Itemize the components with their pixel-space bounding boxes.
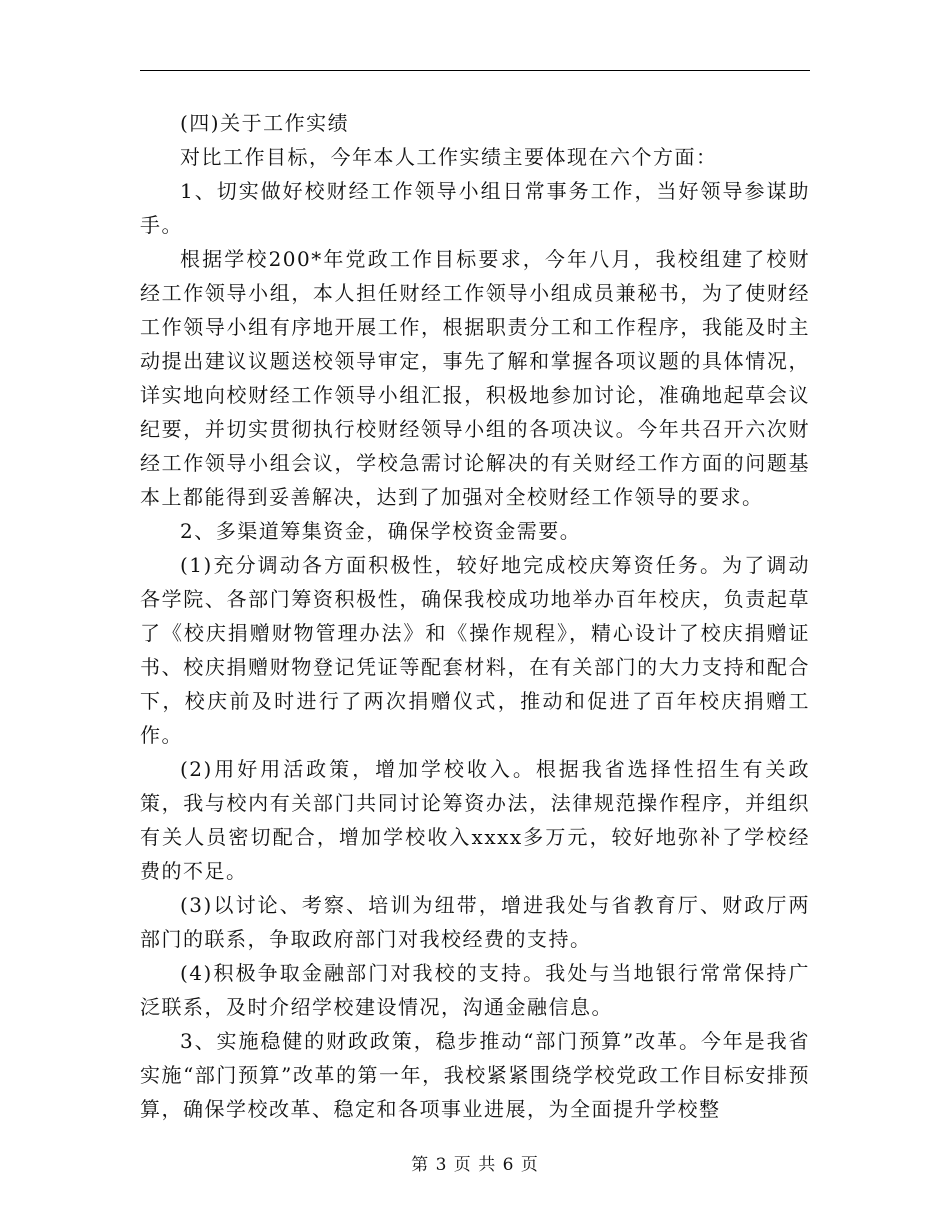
item-2-heading: 2、多渠道筹集资金，确保学校资金需要。 [180,519,582,543]
item-2-sub-3: (3)以讨论、考察、培训为纽带，增进我处与省教育厅、财政厅两部门的联系，争取政府部门对我校经费的支持。 [140,893,810,951]
page-number: 第 3 页 共 6 页 [411,1155,539,1175]
intro-paragraph: 对比工作目标，今年本人工作实绩主要体现在六个方面： [180,145,718,169]
item-1-body: 根据学校200*年党政工作目标要求，今年八月，我校组建了校财经工作领导小组，本人担任财经工作领导小组成员兼秘书，为了使财经工作领导小组有序地开展工作，根据职责分工和工作程序，我能及时主动提出建议议题送校领导审定，事先了解和掌握各项议题的具体情况，详实地向校财经工作领导小组汇报，积极地参加讨论，准确地起草会议纪要，并切实贯彻执行校财经领导小组的各项决议。今年共召开六次财经工作领导小组会议，学校急需讨论解决的有关财经工作方面的问题基本上都能得到妥善解决，达到了加强对全校财经工作领导的要求。 [140,247,810,509]
item-2-sub-2: (2)用好用活政策，增加学校收入。根据我省选择性招生有关政策，我与校内有关部门共同讨论筹资办法，法律规范操作程序，并组织有关人员密切配合，增加学校收入xxxx多万元，较好地弥补了学校经费的不足。 [140,757,810,883]
header-rule [140,70,810,71]
item-1-heading: 1、切实做好校财经工作领导小组日常事务工作，当好领导参谋助手。 [140,179,810,237]
item-2-sub-1: (1)充分调动各方面积极性，较好地完成校庆筹资任务。为了调动各学院、各部门筹资积极性，确保我校成功地举办百年校庆，负责起草了《校庆捐赠财物管理办法》和《操作规程》，精心设计了校庆捐赠证书、校庆捐赠财物登记凭证等配套材料，在有关部门的大力支持和配合下，校庆前及时进行了两次捐赠仪式，推动和促进了百年校庆捐赠工作。 [140,553,810,747]
section-heading: (四)关于工作实绩 [180,111,350,135]
document-body [140,106,810,1126]
item-2-sub-4: (4)积极争取金融部门对我校的支持。我处与当地银行常常保持广泛联系，及时介绍学校建设情况，沟通金融信息。 [140,961,810,1019]
item-3-heading: 3、实施稳健的财政政策，稳步推动“部门预算”改革。今年是我省实施“部门预算”改革的第一年，我校紧紧围绕学校党政工作目标安排预算，确保学校改革、稳定和各项事业进展，为全面提升学校整 [140,1029,810,1121]
